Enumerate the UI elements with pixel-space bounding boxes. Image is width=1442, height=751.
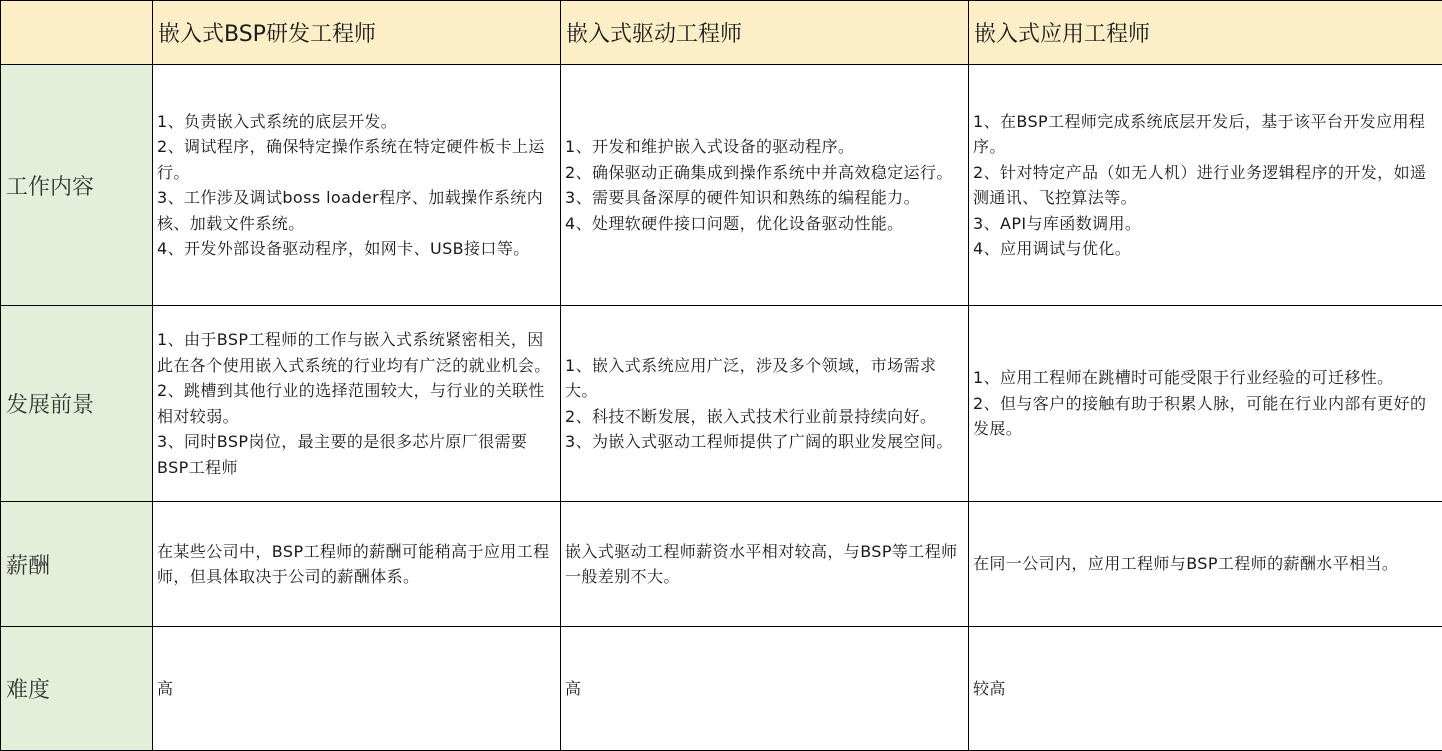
cell-line: 2、调试程序，确保特定操作系统在特定硬件板卡上运行。 <box>157 134 556 185</box>
header-row <box>1 1 1442 65</box>
cell-line: 4、处理软硬件接口问题，优化设备驱动性能。 <box>565 211 964 237</box>
cell-line: 较高 <box>973 676 1438 702</box>
row-label-work-content: 工作内容 <box>1 65 153 306</box>
cell-line: 1、嵌入式系统应用广泛，涉及多个领域，市场需求大。 <box>565 353 964 404</box>
table-row <box>1 306 1442 502</box>
cell-line: 在同一公司内，应用工程师与BSP工程师的薪酬水平相当。 <box>973 551 1438 577</box>
column-header-bsp: 嵌入式BSP研发工程师 <box>153 1 561 65</box>
cell-prospects-application <box>969 306 1442 502</box>
cell-difficulty-bsp <box>153 627 561 751</box>
cell-line: 3、为嵌入式驱动工程师提供了广阔的职业发展空间。 <box>565 429 964 455</box>
cell-line: 1、开发和维护嵌入式设备的驱动程序。 <box>565 134 964 160</box>
cell-line: 1、在BSP工程师完成系统底层开发后，基于该平台开发应用程序。 <box>973 109 1438 160</box>
cell-line: 2、但与客户的接触有助于积累人脉，可能在行业内部有更好的发展。 <box>973 391 1438 442</box>
cell-line: 4、应用调试与优化。 <box>973 236 1438 262</box>
row-label-salary: 薪酬 <box>1 502 153 627</box>
cell-line: 2、科技不断发展，嵌入式技术行业前景持续向好。 <box>565 404 964 430</box>
cell-line: 2、跳槽到其他行业的选择范围较大，与行业的关联性相对较弱。 <box>157 378 556 429</box>
cell-line: 在某些公司中，BSP工程师的薪酬可能稍高于应用工程师，但具体取决于公司的薪酬体系。 <box>157 539 556 590</box>
cell-line: 2、针对特定产品（如无人机）进行业务逻辑程序的开发，如遥测通讯、飞控算法等。 <box>973 160 1438 211</box>
cell-line: 4、开发外部设备驱动程序，如网卡、USB接口等。 <box>157 236 556 262</box>
cell-line: 3、工作涉及调试boss loader程序、加载操作系统内核、加载文件系统。 <box>157 185 556 236</box>
cell-work-application <box>969 65 1442 306</box>
column-header-driver: 嵌入式驱动工程师 <box>561 1 969 65</box>
table-row <box>1 627 1442 751</box>
cell-line: 1、应用工程师在跳槽时可能受限于行业经验的可迁移性。 <box>973 365 1438 391</box>
row-label-prospects: 发展前景 <box>1 306 153 502</box>
table-row <box>1 502 1442 627</box>
row-label-difficulty: 难度 <box>1 627 153 751</box>
cell-line: 3、API与库函数调用。 <box>973 211 1438 237</box>
cell-salary-bsp <box>153 502 561 627</box>
cell-difficulty-driver <box>561 627 969 751</box>
cell-difficulty-application <box>969 627 1442 751</box>
cell-line: 3、同时BSP岗位，最主要的是很多芯片原厂很需要BSP工程师 <box>157 429 556 480</box>
cell-line: 1、负责嵌入式系统的底层开发。 <box>157 109 556 135</box>
cell-line: 高 <box>565 676 964 702</box>
cell-salary-driver <box>561 502 969 627</box>
cell-line: 嵌入式驱动工程师薪资水平相对较高，与BSP等工程师一般差别不大。 <box>565 539 964 590</box>
cell-line: 3、需要具备深厚的硬件知识和熟练的编程能力。 <box>565 185 964 211</box>
cell-work-driver <box>561 65 969 306</box>
cell-line: 2、确保驱动正确集成到操作系统中并高效稳定运行。 <box>565 160 964 186</box>
cell-work-bsp <box>153 65 561 306</box>
cell-line: 1、由于BSP工程师的工作与嵌入式系统紧密相关，因此在各个使用嵌入式系统的行业均有广泛的就业机会。 <box>157 327 556 378</box>
cell-prospects-bsp <box>153 306 561 502</box>
column-header-application: 嵌入式应用工程师 <box>969 1 1442 65</box>
corner-cell <box>1 1 153 65</box>
cell-salary-application <box>969 502 1442 627</box>
table-row <box>1 65 1442 306</box>
cell-line: 高 <box>157 676 556 702</box>
cell-prospects-driver <box>561 306 969 502</box>
